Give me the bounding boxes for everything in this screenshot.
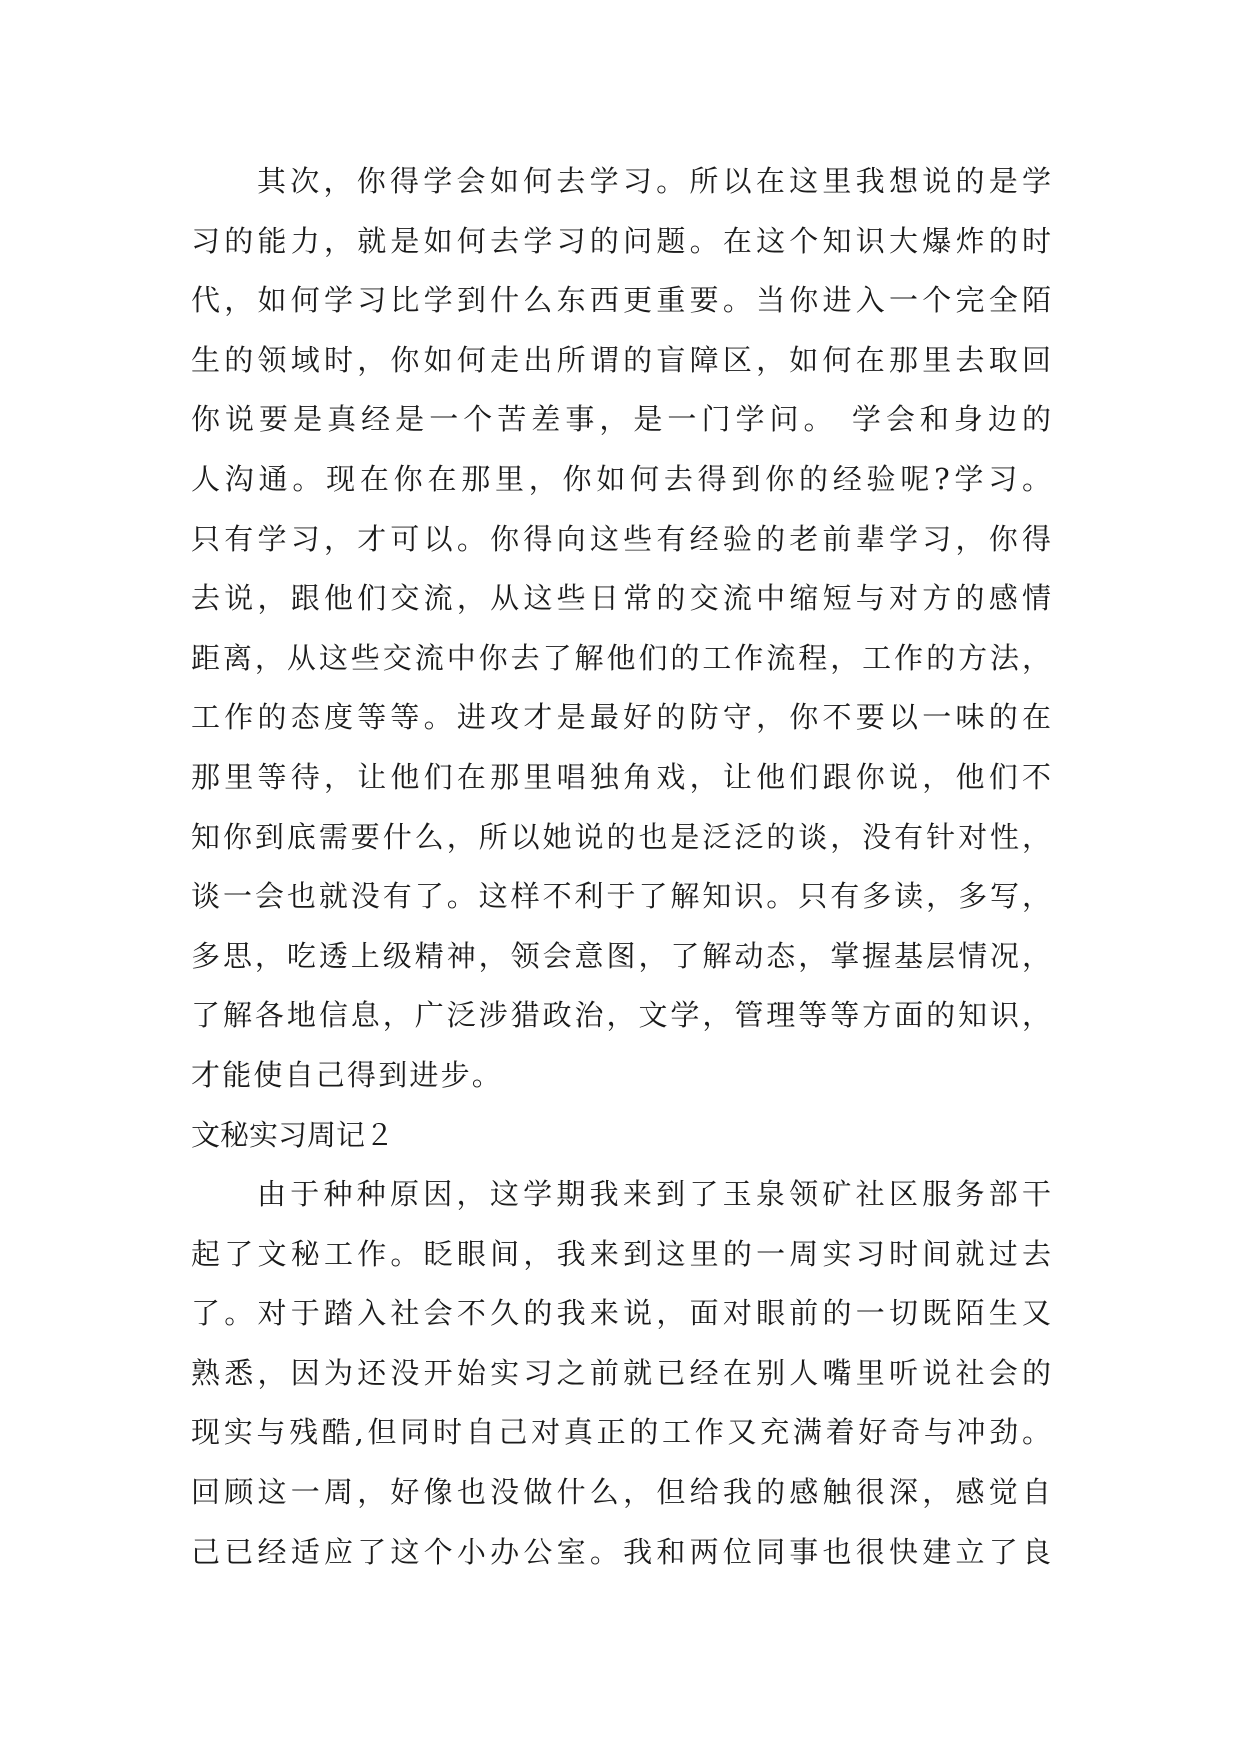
- paragraph-line: 多思，吃透上级精神，领会意图，了解动态，掌握基层情况，: [191, 938, 1051, 973]
- paragraph-line: 起了文秘工作。眨眼间，我来到这里的一周实习时间就过去: [191, 1236, 1051, 1271]
- paragraph-line: 生的领域时，你如何走出所谓的盲障区，如何在那里去取回: [191, 342, 1051, 377]
- paragraph-line: 了解各地信息，广泛涉猎政治，文学，管理等等方面的知识，: [191, 998, 1051, 1033]
- paragraph-line: 熟悉，因为还没开始实习之前就已经在别人嘴里听说社会的: [191, 1355, 1051, 1390]
- paragraph-line: 知你到底需要什么，所以她说的也是泛泛的谈，没有针对性，: [191, 819, 1051, 854]
- paragraph-line: 去说，跟他们交流，从这些日常的交流中缩短与对方的感情: [191, 581, 1051, 616]
- paragraph-line: 由于种种原因，这学期我来到了玉泉领矿社区服务部干: [257, 1177, 1051, 1212]
- document-body: [191, 152, 1051, 1582]
- paragraph-line: 回顾这一周，好像也没做什么，但给我的感触很深，感觉自: [191, 1475, 1051, 1510]
- paragraph-line: 现实与残酷,但同时自己对真正的工作又充满着好奇与冲劲。: [191, 1415, 1051, 1450]
- paragraph-line: 只有学习，才可以。你得向这些有经验的老前辈学习，你得: [191, 521, 1051, 556]
- paragraph-line: 人沟通。现在你在那里，你如何去得到你的经验呢?学习。: [191, 461, 1051, 496]
- paragraph-line: 了。对于踏入社会不久的我来说，面对眼前的一切既陌生又: [191, 1296, 1051, 1331]
- paragraph-line: 习的能力，就是如何去学习的问题。在这个知识大爆炸的时: [191, 223, 1051, 258]
- paragraph-line: 其次，你得学会如何去学习。所以在这里我想说的是学: [257, 164, 1051, 198]
- paragraph-line: 代，如何学习比学到什么东西更重要。当你进入一个完全陌: [191, 283, 1051, 318]
- paragraph-line: 谈一会也就没有了。这样不利于了解知识。只有多读，多写，: [191, 879, 1051, 914]
- paragraph-line: 距离，从这些交流中你去了解他们的工作流程，工作的方法，: [191, 640, 1051, 675]
- paragraph-line: 才能使自己得到进步。: [191, 1057, 504, 1092]
- paragraph-line: 你说要是真经是一个苦差事，是一门学问。 学会和身边的: [191, 402, 1051, 437]
- section-heading: 文秘实习周记２: [191, 1117, 395, 1152]
- paragraph-line: 己已经适应了这个小办公室。我和两位同事也很快建立了良: [191, 1534, 1051, 1569]
- paragraph-line: 那里等待，让他们在那里唱独角戏，让他们跟你说，他们不: [191, 759, 1051, 794]
- paragraph-line: 工作的态度等等。进攻才是最好的防守，你不要以一味的在: [191, 700, 1051, 735]
